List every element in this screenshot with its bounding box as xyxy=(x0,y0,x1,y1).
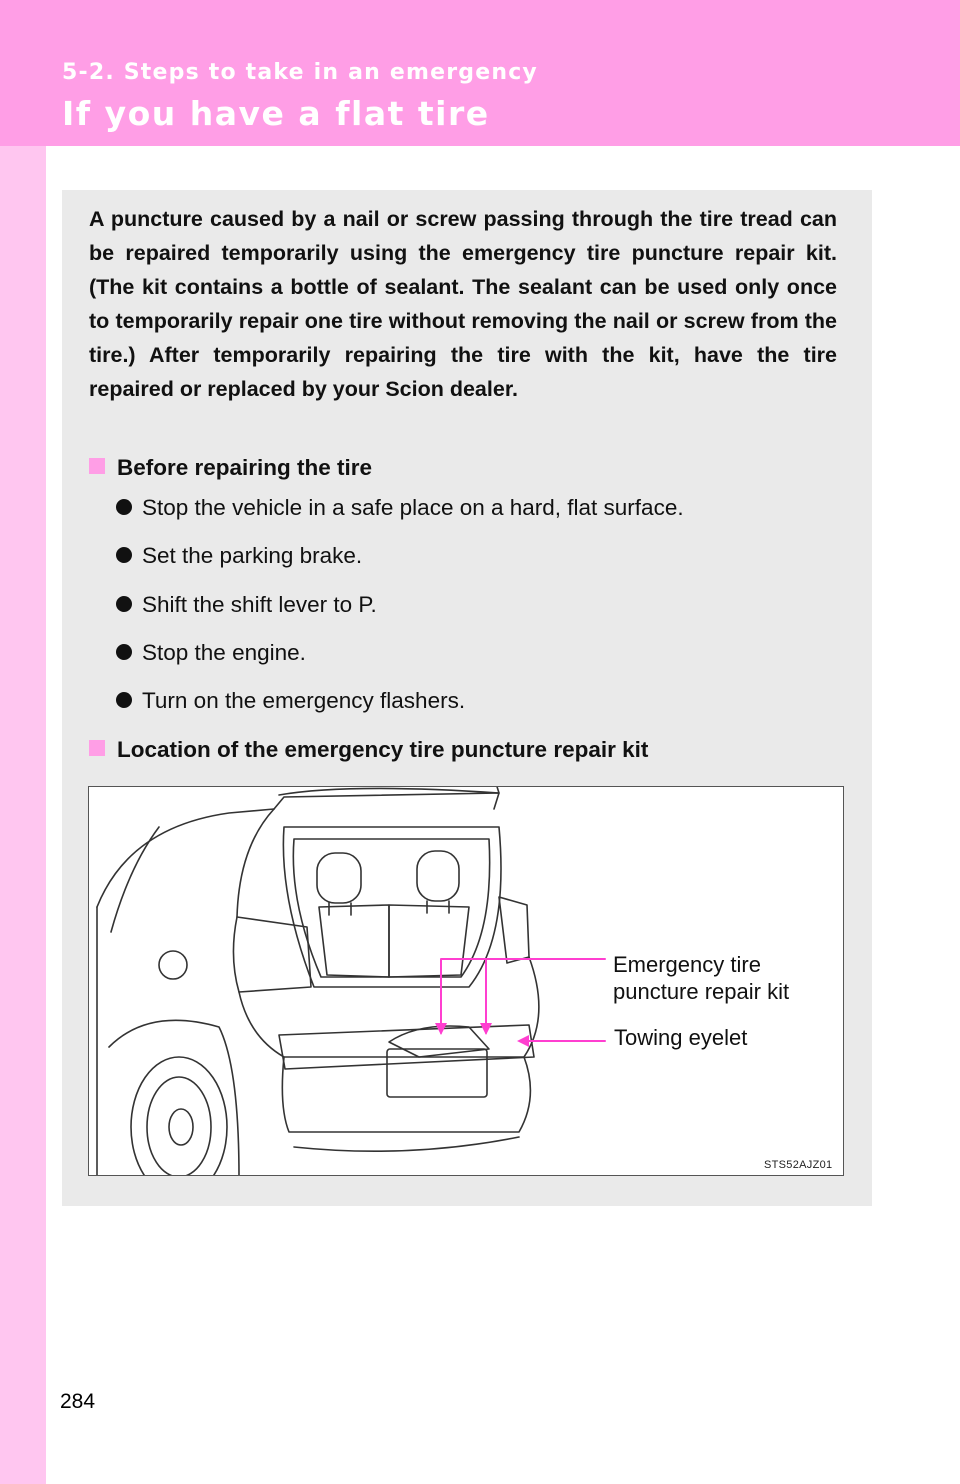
figure-code: STS52AJZ01 xyxy=(764,1159,833,1171)
callout-label-kit xyxy=(613,951,789,1005)
page-number: 284 xyxy=(60,1390,96,1413)
intro-paragraph: A puncture caused by a nail or screw passing through the tire tread can be repaired temporarily using the emergency tire puncture repair kit. (The kit contains a bottle of sealant. The sealant can be used only once to temporarily repair one tire without removing the nail or screw from the tire.) After temporarily repairing the tire with the kit, have the tire repaired or replaced by your Scion dealer. xyxy=(89,207,837,401)
circle-bullet-icon xyxy=(116,499,132,515)
circle-bullet-icon xyxy=(116,644,132,660)
subheading-text: Before repairing the tire xyxy=(117,455,373,480)
list-item-text: Shift the shift lever to P. xyxy=(142,592,377,617)
circle-bullet-icon xyxy=(116,547,132,563)
left-margin-strip xyxy=(0,146,46,1484)
list-item-text: Stop the engine. xyxy=(142,640,306,665)
callout-label-kit-line1: Emergency tire xyxy=(613,952,761,977)
list-item xyxy=(116,688,465,714)
subheading-location xyxy=(89,737,648,763)
callout-label-kit-line2: puncture repair kit xyxy=(613,979,790,1004)
list-item xyxy=(116,543,362,569)
list-item-text: Set the parking brake. xyxy=(142,543,363,568)
chapter-header xyxy=(0,0,960,146)
list-item-text: Turn on the emergency flashers. xyxy=(142,688,466,713)
list-item-text: Stop the vehicle in a safe place on a hard, flat surface. xyxy=(142,495,684,520)
car-rear-illustration xyxy=(88,786,844,1176)
subheading-text: Location of the emergency tire puncture repair kit xyxy=(117,737,649,762)
page-title: If you have a flat tire xyxy=(62,94,490,133)
list-item xyxy=(116,640,306,666)
callout-label-towing: Towing eyelet xyxy=(614,1025,748,1050)
section-label: 5-2. Steps to take in an emergency xyxy=(62,60,538,85)
list-item xyxy=(116,592,377,618)
circle-bullet-icon xyxy=(116,692,132,708)
list-item xyxy=(116,495,684,521)
subheading-before-repair xyxy=(89,455,372,481)
circle-bullet-icon xyxy=(116,596,132,612)
square-bullet-icon xyxy=(89,458,105,474)
square-bullet-icon xyxy=(89,740,105,756)
